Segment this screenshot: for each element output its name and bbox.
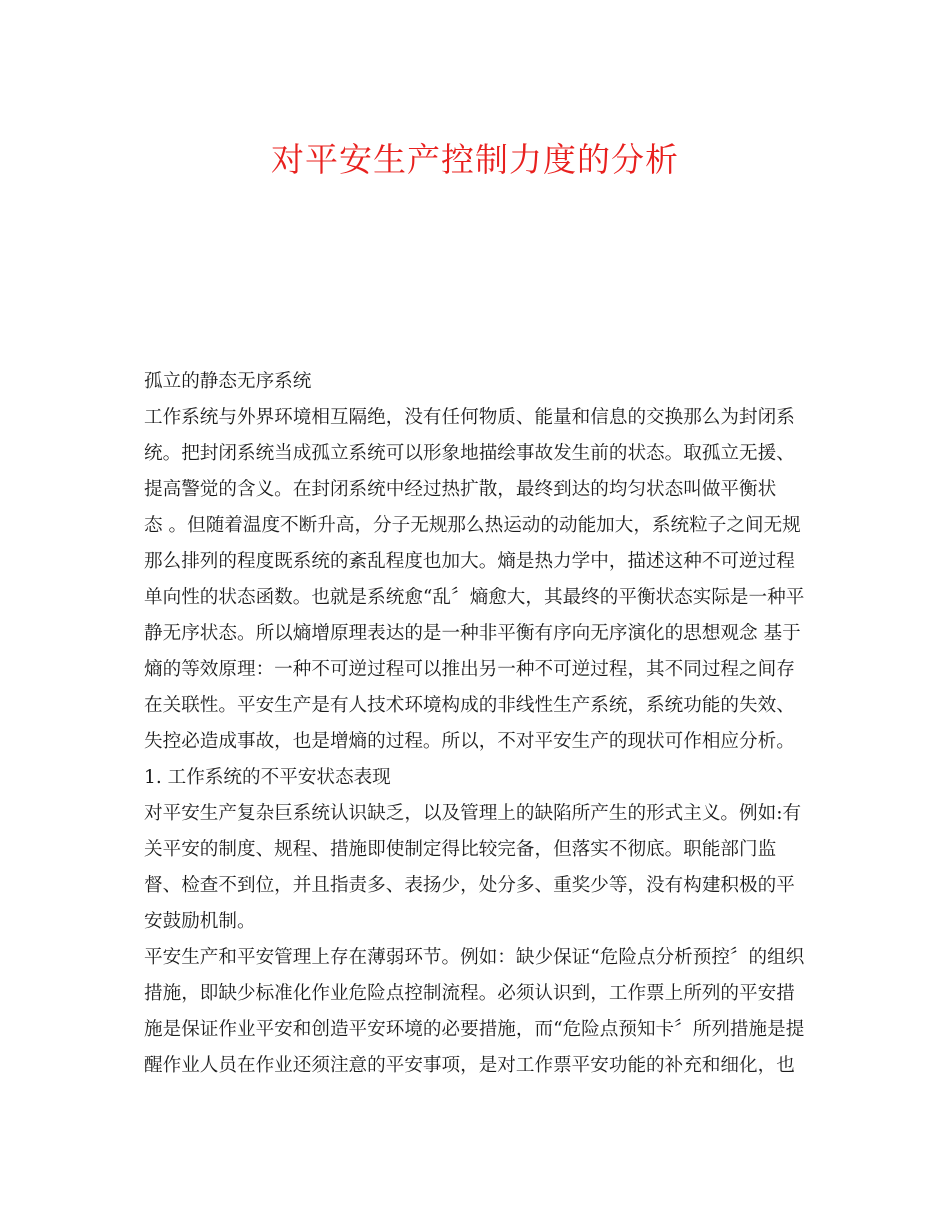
body-line: 督、检查不到位，并且指责多、表扬少，处分多、重奖少等，没有构建积极的平 bbox=[144, 875, 795, 896]
body-line: 失控必造成事故，也是增熵的过程。所以，不对平安生产的现状可作相应分析。 bbox=[144, 731, 795, 752]
body-line: 措施，即缺少标准化作业危险点控制流程。必须认识到，工作票上所列的平安措 bbox=[144, 983, 795, 1004]
body-line: 熵的等效原理：一种不可逆过程可以推出另一种不可逆过程，其不同过程之间存 bbox=[144, 659, 795, 680]
body-line: 那么排列的程度既系统的紊乱程度也加大。熵是热力学中，描述这种不可逆过程 bbox=[144, 551, 795, 572]
document-body bbox=[144, 364, 810, 1084]
body-line: 统。把封闭系统当成孤立系统可以形象地描绘事故发生前的状态。取孤立无援、 bbox=[144, 443, 795, 464]
body-line: 态 。但随着温度不断升高，分子无规那么热运动的动能加大，系统粒子之间无规 bbox=[144, 515, 801, 536]
body-line: 静无序状态。所以熵增原理表达的是一种非平衡有序向无序演化的思想观念 基于 bbox=[144, 623, 801, 644]
body-line: 施是保证作业平安和创造平安环境的必要措施，而“危险点预知卡〞所列措施是提 bbox=[144, 1019, 805, 1040]
body-line: 提高警觉的含义。在封闭系统中经过热扩散，最终到达的均匀状态叫做平衡状 bbox=[144, 479, 777, 500]
body-line: 在关联性。平安生产是有人技术环境构成的非线性生产系统，系统功能的失效、 bbox=[144, 695, 795, 716]
body-line: 平安生产和平安管理上存在薄弱环节。例如：缺少保证“危险点分析预控〞的组织 bbox=[144, 947, 805, 968]
body-line: 单向性的状态函数。也就是系统愈“乱〞熵愈大，其最终的平衡状态实际是一种平 bbox=[144, 587, 805, 608]
section-heading: 1. 工作系统的不平安状态表现 bbox=[144, 767, 391, 788]
body-line: 对平安生产复杂巨系统认识缺乏，以及管理上的缺陷所产生的形式主义。例如:有 bbox=[144, 803, 802, 824]
document-title: 对平安生产控制力度的分析 bbox=[271, 140, 679, 179]
body-line: 工作系统与外界环境相互隔绝，没有任何物质、能量和信息的交换那么为封闭系 bbox=[144, 407, 795, 428]
body-line: 醒作业人员在作业还须注意的平安事项，是对工作票平安功能的补充和细化，也 bbox=[144, 1055, 795, 1076]
body-line: 安鼓励机制。 bbox=[144, 911, 256, 932]
body-line: 关平安的制度、规程、措施即使制定得比较完备，但落实不彻底。职能部门监 bbox=[144, 839, 777, 860]
body-line: 孤立的静态无序系统 bbox=[144, 371, 312, 392]
